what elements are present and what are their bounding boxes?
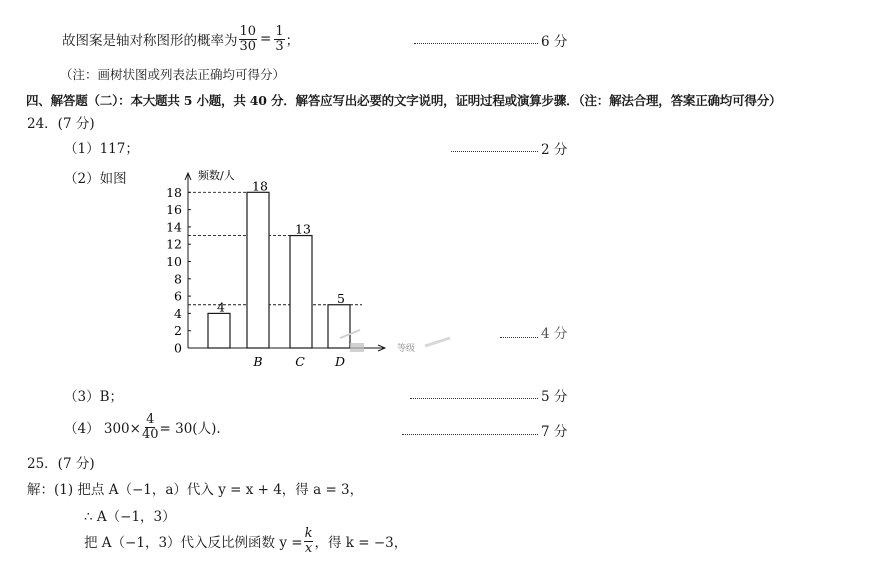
y-axis-label: 频数/人: [198, 169, 235, 182]
fraction-denominator: 40: [141, 426, 159, 442]
y-tick-label: 16: [166, 202, 182, 218]
fraction-denominator: x: [304, 540, 313, 556]
q25-line1: 解：(1) 把点 A（−1，a）代入 y = x + 4，得 a = 3，: [27, 482, 364, 498]
bar-value-label: 18: [252, 178, 268, 194]
equals-sign: =: [260, 31, 272, 47]
fraction-k-x: [304, 527, 314, 556]
score-leader-dots: [410, 398, 538, 399]
fraction-numerator: 1: [275, 23, 284, 39]
y-tick-label: 0: [174, 340, 182, 356]
bar-value-label: 4: [217, 299, 225, 315]
line3-text-a: 把 A（−1，3）代入反比例函数 y =: [84, 535, 303, 551]
score-4: 4 分: [541, 326, 568, 342]
part4-text-b: = 30(人).: [159, 421, 221, 437]
score-7: 7 分: [541, 424, 568, 440]
fraction-4-40: [142, 413, 159, 442]
x-axis-label: 等级: [397, 344, 416, 354]
section-header: 四、解答题（二）：本大题共 5 小题，共 40 分．解答应写出必要的文字说明，证明过程或演算步骤．（注：解法合理，答案正确均可得分）: [26, 93, 782, 108]
bar-D: [328, 305, 350, 348]
y-tick-label: 6: [174, 288, 182, 304]
y-tick-label: 2: [174, 323, 182, 339]
q24-part4: [64, 409, 221, 445]
q24-part1: （1）117；: [64, 141, 139, 157]
y-tick-label: 14: [166, 219, 182, 235]
y-tick-label: 12: [166, 236, 182, 252]
fraction-numerator: 10: [239, 23, 257, 39]
smudge-artifact: [425, 338, 450, 346]
score-leader-dots: [402, 434, 538, 435]
fraction-10-30: [239, 25, 258, 54]
probability-text: 故图案是轴对称图形的概率为: [62, 33, 238, 49]
q25-line3: [84, 523, 407, 559]
probability-line: [62, 22, 299, 56]
bar-value-label: 13: [295, 221, 311, 237]
x-category-label: D: [334, 354, 346, 369]
bar-B: [247, 192, 269, 348]
x-category-label: B: [253, 354, 263, 369]
frequency-bar-chart: [150, 165, 610, 380]
x-category-label: C: [295, 354, 305, 369]
y-tick-label: 4: [174, 305, 182, 321]
part4-text-a: （4） 300×: [64, 421, 141, 437]
bar-C: [290, 236, 312, 348]
fraction-denominator: 3: [275, 38, 284, 54]
smudge-artifact: [350, 343, 364, 352]
score-leader-dots: [414, 43, 538, 44]
score-5: 5 分: [541, 389, 568, 405]
q24-part3: （3）B；: [64, 389, 124, 405]
q25-line2: ∴ A（−1，3）: [84, 509, 176, 525]
score-6: 6 分: [541, 34, 568, 50]
fraction-numerator: k: [304, 525, 313, 541]
y-tick-label: 18: [166, 184, 182, 200]
fraction-1-3: [274, 25, 284, 54]
score-leader-dots: [451, 151, 538, 152]
q24-part2: （2）如图: [64, 171, 127, 187]
line3-text-b: ，得 k = −3，: [314, 535, 408, 551]
bar-value-label: 5: [337, 290, 345, 306]
note-text: （注：画树状图或列表法正确均可得分）: [60, 67, 286, 82]
score-2: 2 分: [541, 142, 568, 158]
y-tick-label: 8: [174, 271, 182, 287]
fraction-numerator: 4: [146, 411, 155, 427]
score-leader-dots: [500, 337, 538, 338]
y-tick-label: 10: [166, 254, 182, 269]
bar-A: [208, 313, 230, 348]
q25-label: 25．(7 分): [27, 456, 95, 472]
q24-label: 24．(7 分): [27, 116, 95, 132]
semicolon: ；: [285, 33, 300, 49]
fraction-denominator: 30: [239, 38, 257, 54]
